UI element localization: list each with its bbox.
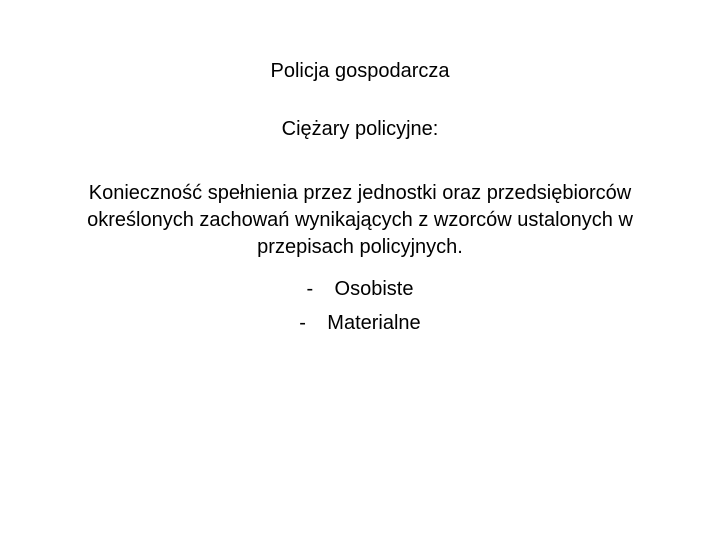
list-item-label: Osobiste	[334, 278, 414, 300]
slide-body-text: Konieczność spełnienia przez jednostki oraz przedsiębiorców określonych zachowań wynikających z wzorców ustalonych w przepisach policyjnych.	[87, 182, 633, 258]
dash-marker: -	[299, 312, 306, 334]
list-item-osobiste	[0, 272, 720, 306]
list-item-materialne	[0, 306, 720, 340]
slide-subtitle: Ciężary policyjne:	[281, 118, 439, 140]
slide-title: Policja gospodarcza	[270, 60, 450, 82]
bullet-list	[0, 272, 720, 340]
dash-marker: -	[306, 278, 314, 300]
list-item-label: Materialne	[327, 312, 421, 334]
